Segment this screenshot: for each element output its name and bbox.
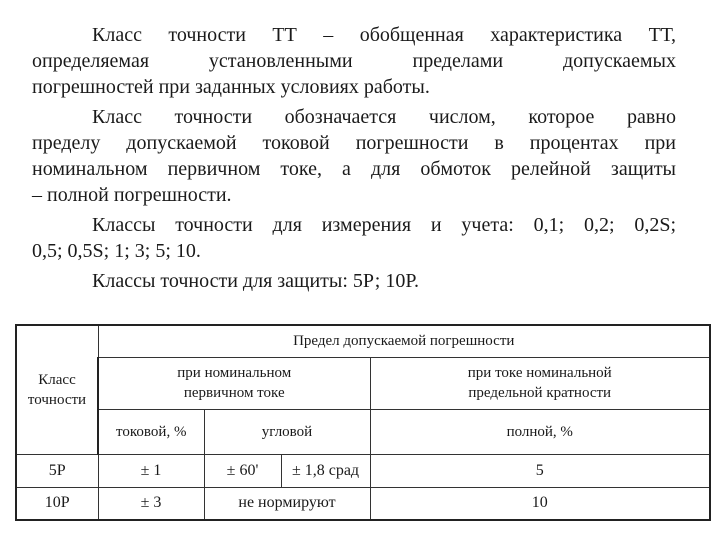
paragraph-designation: [32, 104, 676, 208]
text-line: – полной погрешности.: [32, 184, 232, 206]
paragraph-measurement-classes: [32, 212, 676, 264]
text-line: Классы точности для защиты: 5Р; 10Р.: [92, 270, 419, 292]
text-line: Классы точности для измерения и учета: 0,1; 0,2; 0,2S;: [92, 214, 676, 236]
angular-minutes-cell: ± 60': [204, 454, 281, 487]
angular-error-header: угловой: [204, 409, 370, 454]
full-error-header: полной, %: [370, 409, 710, 454]
full-error-cell: 10: [370, 487, 710, 520]
table-row: [16, 454, 710, 487]
paragraph-definition: [32, 22, 676, 100]
class-cell: 5Р: [16, 454, 98, 487]
document-text: [32, 22, 676, 298]
table-row: [16, 487, 710, 520]
limit-header: Предел допускаемой погрешности: [98, 325, 710, 357]
accuracy-class-table: [15, 324, 711, 521]
angular-crad-cell: ± 1,8 срад: [281, 454, 370, 487]
text-line: определяемая установленными пределами допускаемых: [32, 50, 676, 72]
current-error-header: токовой, %: [98, 409, 204, 454]
current-error-cell: ± 3: [98, 487, 204, 520]
class-cell: 10Р: [16, 487, 98, 520]
text-line: номинальном первичном токе, а для обмоток релейной защиты: [32, 158, 676, 180]
angular-error-cell: не нормируют: [204, 487, 370, 520]
text-line: Класс точности обозначается числом, которое равно: [92, 106, 676, 128]
current-error-cell: ± 1: [98, 454, 204, 487]
nominal-current-header: при номинальном первичном токе: [98, 357, 370, 409]
class-header: Класс точности: [16, 325, 98, 454]
text-line: Класс точности ТТ – обобщенная характеристика ТТ,: [92, 24, 676, 46]
text-line: погрешностей при заданных условиях работы.: [32, 76, 430, 98]
text-line: 0,5; 0,5S; 1; 3; 5; 10.: [32, 240, 201, 262]
text-line: пределу допускаемой токовой погрешности в процентах при: [32, 132, 676, 154]
paragraph-protection-classes: [32, 268, 676, 294]
limit-multiple-header: при токе номинальной предельной кратности: [370, 357, 710, 409]
full-error-cell: 5: [370, 454, 710, 487]
